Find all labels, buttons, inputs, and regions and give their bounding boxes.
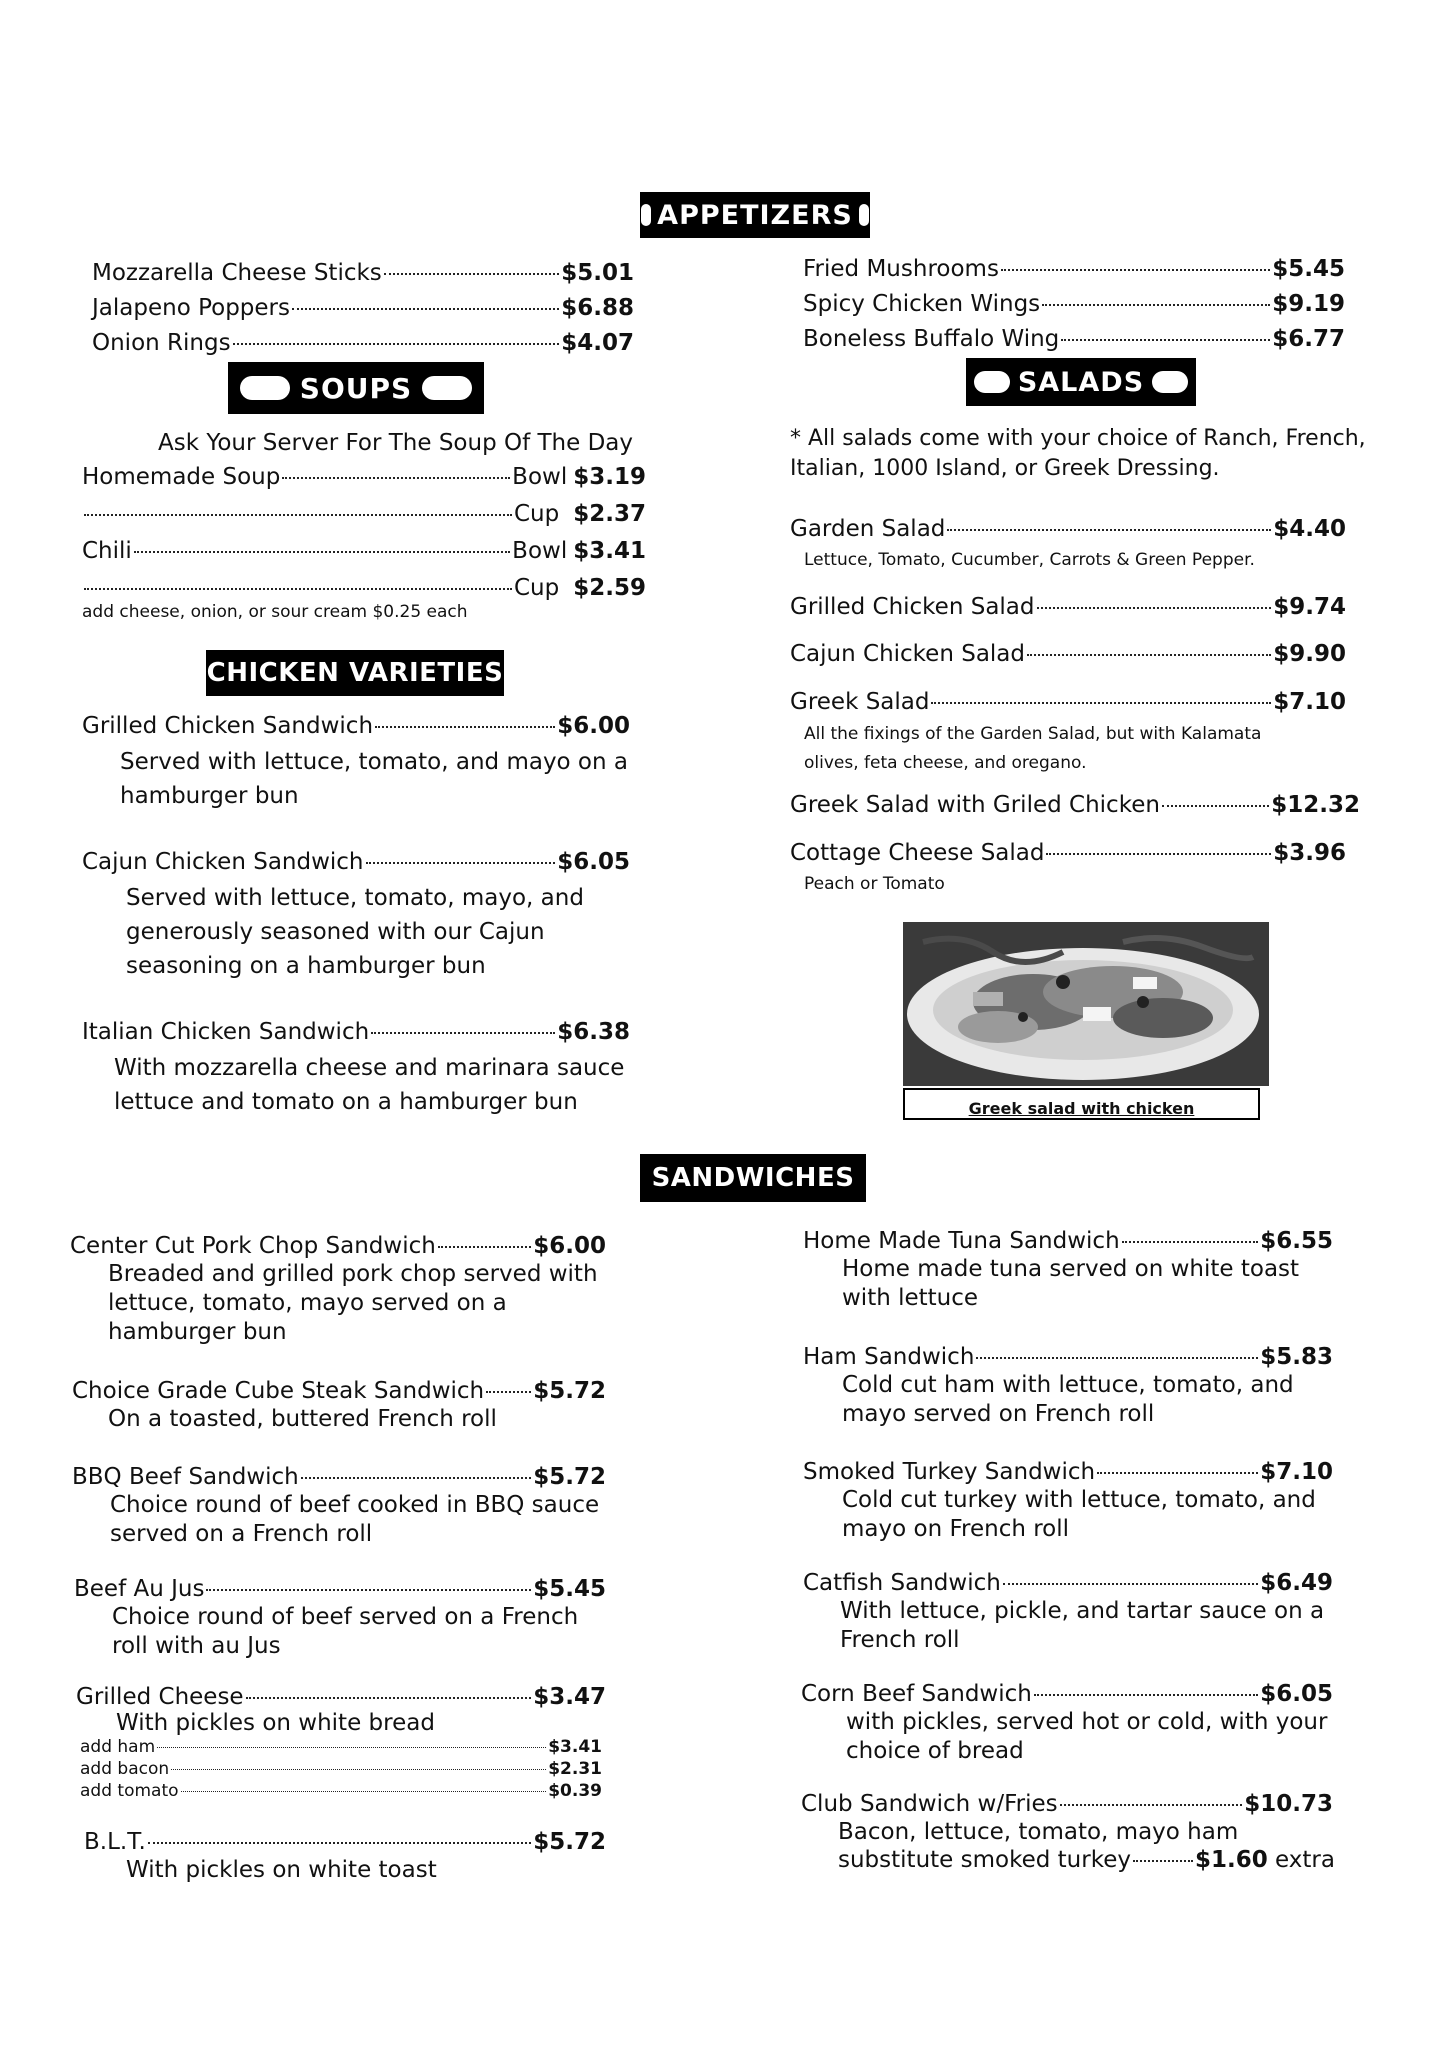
item-name: Center Cut Pork Chop Sandwich bbox=[70, 1233, 436, 1259]
item-note: Peach or Tomato bbox=[804, 874, 945, 894]
leader-dots bbox=[134, 551, 510, 553]
item-name: Grilled Chicken Salad bbox=[790, 594, 1035, 620]
soup-row bbox=[82, 536, 646, 566]
portion-size: Bowl bbox=[512, 538, 568, 564]
menu-item bbox=[82, 847, 630, 877]
leader-dots bbox=[1122, 1241, 1259, 1243]
item-name: Smoked Turkey Sandwich bbox=[803, 1459, 1096, 1485]
description-line: mayo served on French roll bbox=[842, 1401, 1155, 1427]
menu-item bbox=[84, 1827, 606, 1857]
description-line: Served with lettuce, tomato, and mayo on a bbox=[120, 749, 628, 775]
appetizers-title: APPETIZERS bbox=[657, 199, 853, 231]
leader-dots bbox=[1042, 304, 1270, 306]
item-price: $5.45 bbox=[1272, 256, 1345, 282]
description-line: served on a French roll bbox=[110, 1521, 373, 1547]
leader-dots bbox=[1037, 607, 1272, 609]
description-line: With lettuce, pickle, and tartar sauce on a bbox=[840, 1598, 1325, 1624]
menu-item bbox=[803, 254, 1345, 284]
addon-row bbox=[80, 1781, 602, 1802]
leader-dots bbox=[206, 1589, 531, 1591]
description-line: French roll bbox=[840, 1627, 960, 1653]
leader-dots bbox=[1027, 654, 1271, 656]
item-price: $3.19 bbox=[573, 464, 646, 490]
menu-item bbox=[76, 1682, 606, 1712]
menu-item bbox=[72, 1376, 606, 1406]
item-price: $6.05 bbox=[557, 849, 630, 875]
item-name: Grilled Cheese bbox=[76, 1684, 244, 1710]
item-description bbox=[842, 1486, 1316, 1544]
menu-item bbox=[74, 1574, 606, 1604]
description-line: with lettuce bbox=[842, 1285, 979, 1311]
item-name: Greek Salad bbox=[790, 689, 930, 715]
item-price: $10.73 bbox=[1244, 1791, 1333, 1817]
addon-name: add bacon bbox=[80, 1759, 170, 1779]
item-name: Boneless Buffalo Wing bbox=[803, 326, 1060, 352]
leader-dots bbox=[148, 1842, 531, 1844]
item-price: $6.38 bbox=[557, 1019, 630, 1045]
item-price: $3.47 bbox=[533, 1684, 606, 1710]
leader-dots bbox=[282, 477, 510, 479]
item-price: $6.00 bbox=[533, 1233, 606, 1259]
sandwiches-title: SANDWICHES bbox=[651, 1163, 855, 1193]
item-description bbox=[114, 1051, 624, 1119]
item-name: Cajun Chicken Sandwich bbox=[82, 849, 364, 875]
description-line: On a toasted, buttered French roll bbox=[108, 1406, 497, 1432]
description-line: Choice round of beef served on a French bbox=[112, 1604, 579, 1630]
banner-ornament-left bbox=[641, 204, 651, 226]
item-price: $4.07 bbox=[561, 330, 634, 356]
description-line: with pickles, served hot or cold, with your bbox=[846, 1709, 1328, 1735]
chicken-banner bbox=[206, 650, 504, 696]
soup-addon-note: add cheese, onion, or sour cream $0.25 each bbox=[82, 602, 468, 622]
note-line: olives, feta cheese, and oregano. bbox=[804, 753, 1087, 773]
item-price: $3.96 bbox=[1273, 840, 1346, 866]
item-description bbox=[108, 1405, 497, 1434]
item-name: Beef Au Jus bbox=[74, 1576, 205, 1602]
banner-ornament-right bbox=[859, 204, 869, 226]
leader-dots bbox=[181, 1791, 547, 1792]
club-substitute-row bbox=[838, 1845, 1335, 1875]
item-price: $5.72 bbox=[533, 1378, 606, 1404]
greek-salad-photo bbox=[903, 922, 1269, 1086]
leader-dots bbox=[366, 862, 556, 864]
menu-item bbox=[790, 687, 1346, 717]
addon-row bbox=[80, 1759, 602, 1780]
leader-dots bbox=[371, 1032, 555, 1034]
leader-dots bbox=[384, 273, 559, 275]
menu-item bbox=[790, 639, 1346, 669]
menu-item bbox=[82, 1017, 630, 1047]
item-price: $2.59 bbox=[573, 575, 646, 601]
item-description bbox=[108, 1260, 598, 1347]
item-price: $5.01 bbox=[561, 260, 634, 286]
menu-item bbox=[803, 1226, 1333, 1256]
leader-dots bbox=[438, 1246, 531, 1248]
leader-dots bbox=[171, 1769, 546, 1770]
substitute-name: substitute smoked turkey bbox=[838, 1847, 1131, 1873]
menu-item bbox=[92, 328, 634, 358]
description-line: choice of bread bbox=[846, 1738, 1024, 1764]
menu-item bbox=[803, 1568, 1333, 1598]
description-line: hamburger bun bbox=[108, 1319, 287, 1345]
menu-item bbox=[72, 1462, 606, 1492]
menu-item bbox=[801, 1679, 1333, 1709]
salads-title: SALADS bbox=[1017, 366, 1145, 398]
item-name: Greek Salad with Griled Chicken bbox=[790, 792, 1160, 818]
item-description bbox=[840, 1597, 1324, 1655]
menu-item bbox=[92, 293, 634, 323]
description-line: lettuce, tomato, mayo served on a bbox=[108, 1290, 507, 1316]
menu-item bbox=[790, 514, 1346, 544]
item-price: $9.90 bbox=[1273, 641, 1346, 667]
item-name: Ham Sandwich bbox=[803, 1344, 975, 1370]
item-note: Lettuce, Tomato, Cucumber, Carrots & Green Pepper. bbox=[804, 550, 1255, 570]
description-line: generously seasoned with our Cajun bbox=[126, 919, 545, 945]
item-name: Mozzarella Cheese Sticks bbox=[92, 260, 382, 286]
appetizers-banner bbox=[640, 192, 870, 238]
portion-size: Cup bbox=[513, 501, 560, 527]
banner-ornament-left bbox=[974, 371, 1010, 393]
item-price: $6.88 bbox=[561, 295, 634, 321]
item-price: $7.10 bbox=[1260, 1459, 1333, 1485]
item-name: Chili bbox=[82, 538, 132, 564]
sandwiches-banner bbox=[640, 1154, 866, 1202]
description-line: Cold cut ham with lettuce, tomato, and bbox=[842, 1372, 1294, 1398]
menu-item bbox=[803, 289, 1345, 319]
description-line: Bacon, lettuce, tomato, mayo ham bbox=[838, 1819, 1239, 1845]
item-price: $7.10 bbox=[1273, 689, 1346, 715]
description-line: hamburger bun bbox=[120, 783, 299, 809]
item-price: $6.05 bbox=[1260, 1681, 1333, 1707]
salads-banner bbox=[966, 358, 1196, 406]
description-line: Served with lettuce, tomato, mayo, and bbox=[126, 885, 584, 911]
item-price: $5.83 bbox=[1260, 1344, 1333, 1370]
description-line: With pickles on white bread bbox=[116, 1710, 435, 1736]
leader-dots bbox=[1034, 1694, 1258, 1696]
leader-dots bbox=[246, 1697, 532, 1699]
leader-dots bbox=[233, 343, 560, 345]
addon-name: add ham bbox=[80, 1737, 156, 1757]
description-line: Cold cut turkey with lettuce, tomato, and bbox=[842, 1487, 1316, 1513]
leader-dots bbox=[84, 514, 512, 516]
leader-dots bbox=[1061, 339, 1270, 341]
item-price: $6.55 bbox=[1260, 1228, 1333, 1254]
item-name: Onion Rings bbox=[92, 330, 231, 356]
description-line: Breaded and grilled pork chop served with bbox=[108, 1261, 598, 1287]
note-line: Italian, 1000 Island, or Greek Dressing. bbox=[790, 456, 1220, 481]
soup-row bbox=[82, 499, 646, 529]
substitute-suffix: extra bbox=[1267, 1847, 1335, 1873]
soup-row bbox=[82, 462, 646, 492]
leader-dots bbox=[1060, 1804, 1243, 1806]
banner-ornament-right bbox=[1152, 371, 1188, 393]
banner-ornament-left bbox=[240, 376, 290, 400]
caption-text: Greek salad with chicken bbox=[968, 1099, 1195, 1118]
note-line: * All salads come with your choice of Ranch, French, bbox=[790, 426, 1366, 451]
leader-dots bbox=[375, 726, 555, 728]
description-line: roll with au Jus bbox=[112, 1633, 281, 1659]
soup-row bbox=[82, 573, 646, 603]
menu-item bbox=[803, 1342, 1333, 1372]
leader-dots bbox=[486, 1391, 531, 1393]
item-name: B.L.T. bbox=[84, 1829, 146, 1855]
menu-item bbox=[790, 838, 1346, 868]
item-description bbox=[126, 881, 584, 983]
item-price: $6.00 bbox=[557, 713, 630, 739]
item-name: Fried Mushrooms bbox=[803, 256, 999, 282]
item-description bbox=[838, 1818, 1238, 1846]
note-line: All the fixings of the Garden Salad, but with Kalamata bbox=[804, 724, 1262, 744]
menu-item bbox=[803, 1457, 1333, 1487]
item-name: Choice Grade Cube Steak Sandwich bbox=[72, 1378, 485, 1404]
leader-dots bbox=[1046, 853, 1271, 855]
item-description bbox=[120, 745, 628, 813]
item-name: Cajun Chicken Salad bbox=[790, 641, 1025, 667]
item-name: Jalapeno Poppers bbox=[92, 295, 290, 321]
item-name: BBQ Beef Sandwich bbox=[72, 1464, 299, 1490]
leader-dots bbox=[157, 1747, 546, 1748]
leader-dots bbox=[301, 1477, 531, 1479]
leader-dots bbox=[1097, 1472, 1258, 1474]
item-name: Garden Salad bbox=[790, 516, 946, 542]
item-name: Spicy Chicken Wings bbox=[803, 291, 1041, 317]
leader-dots bbox=[1003, 1583, 1258, 1585]
description-line: With pickles on white toast bbox=[126, 1857, 437, 1883]
description-line: Choice round of beef cooked in BBQ sauce bbox=[110, 1492, 600, 1518]
item-price: $3.41 bbox=[573, 538, 646, 564]
item-name: Catfish Sandwich bbox=[803, 1570, 1001, 1596]
chicken-title: CHICKEN VARIETIES bbox=[206, 658, 504, 688]
item-name: Corn Beef Sandwich bbox=[801, 1681, 1032, 1707]
item-price: $5.45 bbox=[533, 1576, 606, 1602]
item-description bbox=[110, 1491, 599, 1549]
leader-dots bbox=[976, 1357, 1258, 1359]
item-description bbox=[842, 1255, 1299, 1313]
item-name: Homemade Soup bbox=[82, 464, 281, 490]
leader-dots bbox=[1001, 269, 1270, 271]
leader-dots bbox=[947, 529, 1271, 531]
item-description bbox=[846, 1708, 1327, 1766]
item-name: Cottage Cheese Salad bbox=[790, 840, 1045, 866]
item-price: $12.32 bbox=[1271, 792, 1360, 818]
soups-banner bbox=[228, 362, 484, 414]
item-name: Home Made Tuna Sandwich bbox=[803, 1228, 1120, 1254]
item-price: $5.72 bbox=[533, 1829, 606, 1855]
menu-item bbox=[803, 324, 1345, 354]
item-price: $4.40 bbox=[1273, 516, 1346, 542]
leader-dots bbox=[1133, 1860, 1193, 1862]
salads-dressing-note bbox=[790, 424, 1366, 484]
soups-title: SOUPS bbox=[299, 371, 413, 405]
item-description bbox=[126, 1856, 437, 1885]
menu-item bbox=[801, 1789, 1333, 1819]
item-description bbox=[112, 1603, 578, 1661]
menu-item bbox=[92, 258, 634, 288]
menu-item bbox=[790, 790, 1360, 820]
item-price: $9.19 bbox=[1272, 291, 1345, 317]
salad-plate-illustration bbox=[903, 922, 1269, 1086]
item-description bbox=[842, 1371, 1294, 1429]
soup-intro: Ask Your Server For The Soup Of The Day bbox=[158, 430, 634, 456]
menu-item bbox=[70, 1231, 606, 1261]
item-description bbox=[116, 1709, 435, 1738]
portion-size: Bowl bbox=[512, 464, 568, 490]
leader-dots bbox=[292, 308, 559, 310]
item-price: $5.72 bbox=[533, 1464, 606, 1490]
description-line: seasoning on a hamburger bun bbox=[126, 953, 486, 979]
photo-caption bbox=[903, 1088, 1260, 1120]
banner-ornament-right bbox=[422, 376, 472, 400]
addon-price: $2.31 bbox=[548, 1759, 602, 1779]
menu-item bbox=[790, 592, 1346, 622]
item-name: Club Sandwich w/Fries bbox=[801, 1791, 1058, 1817]
item-price: $9.74 bbox=[1273, 594, 1346, 620]
portion-size: Cup bbox=[513, 575, 560, 601]
item-note bbox=[804, 720, 1261, 778]
item-price: $6.49 bbox=[1260, 1570, 1333, 1596]
description-line: Home made tuna served on white toast bbox=[842, 1256, 1300, 1282]
description-line: mayo on French roll bbox=[842, 1516, 1070, 1542]
menu-item bbox=[82, 711, 630, 741]
item-price: $6.77 bbox=[1272, 326, 1345, 352]
description-line: lettuce and tomato on a hamburger bun bbox=[114, 1089, 578, 1115]
item-name: Italian Chicken Sandwich bbox=[82, 1019, 370, 1045]
leader-dots bbox=[931, 702, 1271, 704]
leader-dots bbox=[1162, 805, 1269, 807]
substitute-price: $1.60 bbox=[1194, 1847, 1268, 1873]
description-line: With mozzarella cheese and marinara sauce bbox=[114, 1055, 625, 1081]
addon-name: add tomato bbox=[80, 1781, 179, 1801]
item-name: Grilled Chicken Sandwich bbox=[82, 713, 374, 739]
addon-price: $0.39 bbox=[548, 1781, 602, 1801]
leader-dots bbox=[84, 588, 512, 590]
addon-price: $3.41 bbox=[548, 1737, 602, 1757]
item-price: $2.37 bbox=[573, 501, 646, 527]
addon-row bbox=[80, 1737, 602, 1758]
